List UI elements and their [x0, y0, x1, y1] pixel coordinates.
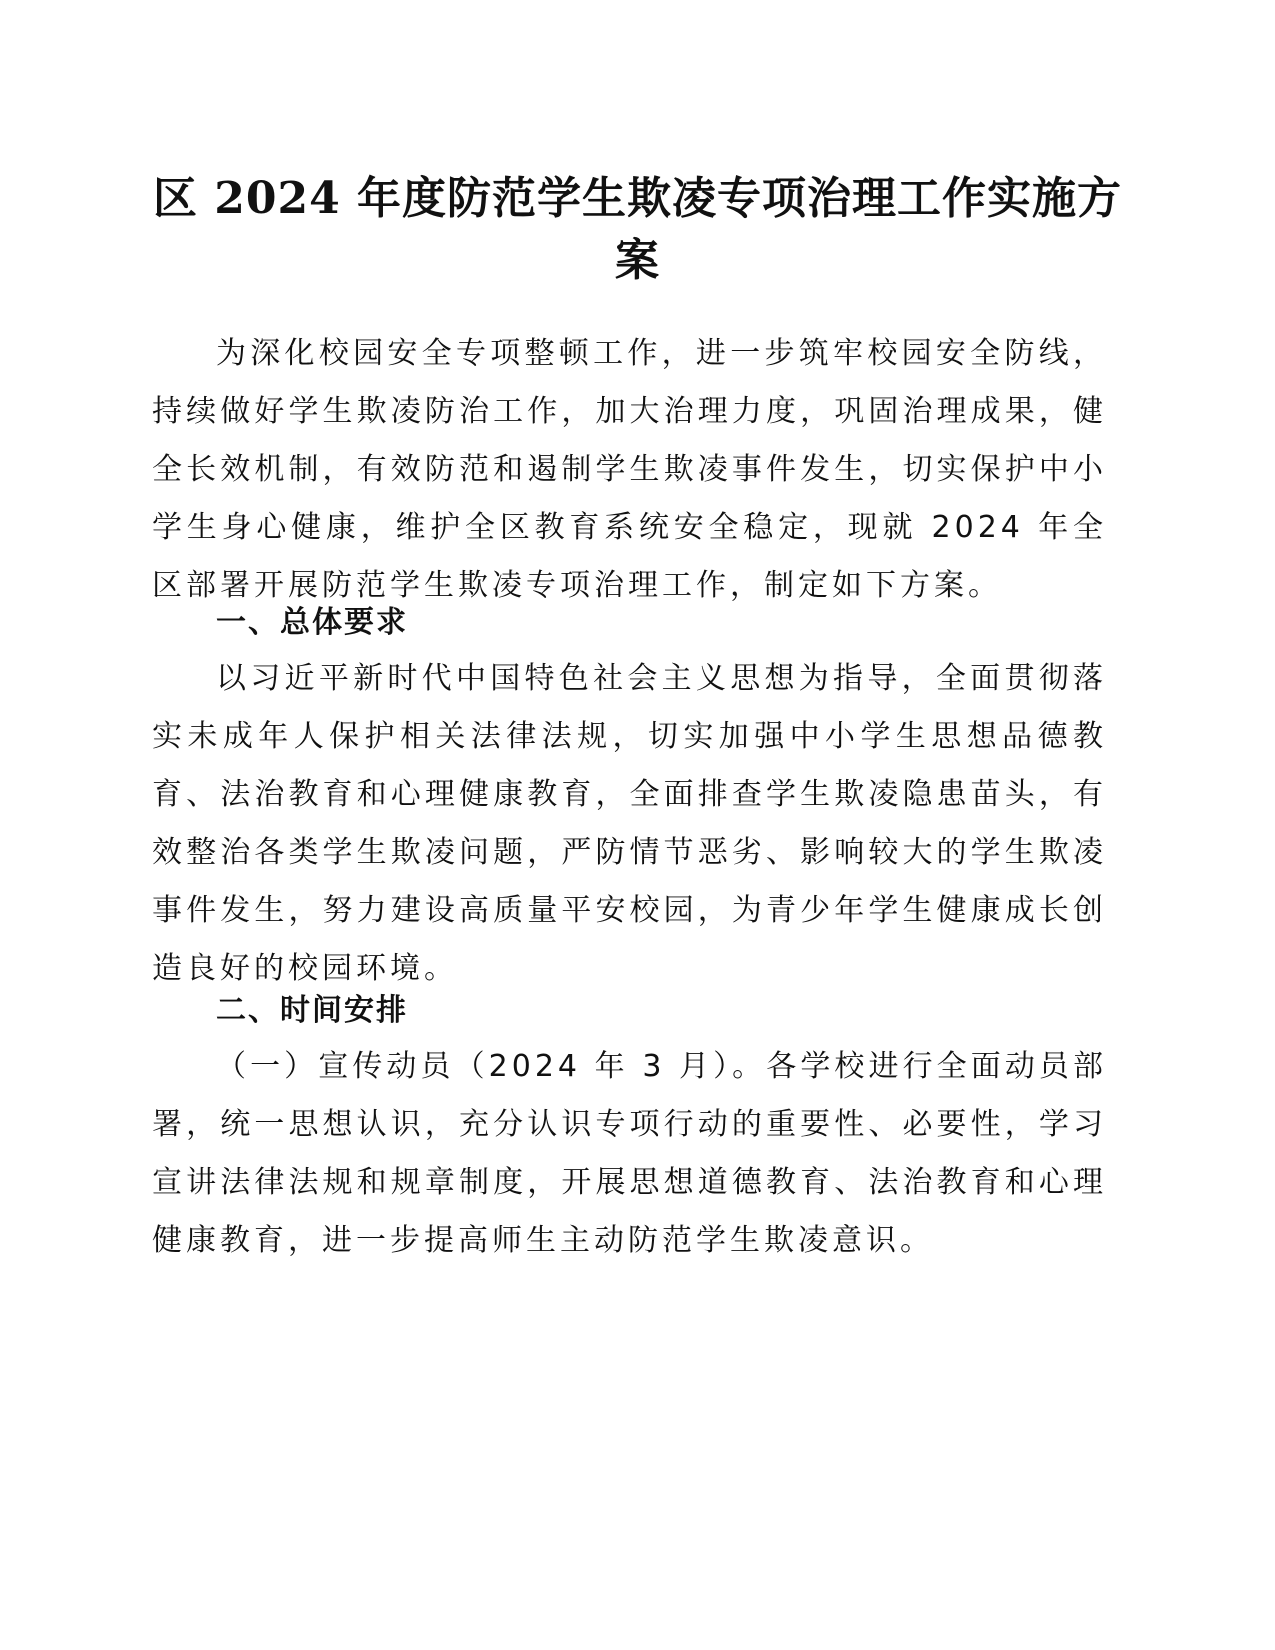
intro-paragraph: 为深化校园安全专项整顿工作，进一步筑牢校园安全防线，持续做好学生欺凌防治工作，加大治理力度，巩固治理成果，健全长效机制，有效防范和遏制学生欺凌事件发生，切实保护中小学生身心健康，维护全区教育系统安全稳定，现就 2024 年全区部署开展防范学生欺凌专项治理工作，制定如下方案。 — [152, 336, 1107, 603]
title-line-2: 案 — [615, 235, 660, 286]
general-requirements-paragraph: 以习近平新时代中国特色社会主义思想为指导，全面贯彻落实未成年人保护相关法律法规，切实加强中小学生思想品德教育、法治教育和心理健康教育，全面排查学生欺凌隐患苗头，有效整治各类学生欺凌问题，严防情节恶劣、影响较大的学生欺凌事件发生，努力建设高质量平安校园，为青少年学生健康成长创造良好的校园环境。 — [152, 661, 1107, 986]
section-heading-schedule: 二、时间安排 — [216, 993, 408, 1028]
document-title — [150, 168, 1125, 292]
schedule-paragraph: （一）宣传动员（2024 年 3 月）。各学校进行全面动员部署，统一思想认识，充分认识专项行动的重要性、必要性，学习宣讲法律法规和规章制度，开展思想道德教育、法治教育和心理健康教育，进一步提高师生主动防范学生欺凌意识。 — [152, 1049, 1107, 1258]
title-line-1: 区 2024 年度防范学生欺凌专项治理工作实施方 — [152, 173, 1123, 224]
section-heading-general-requirements: 一、总体要求 — [216, 605, 408, 640]
